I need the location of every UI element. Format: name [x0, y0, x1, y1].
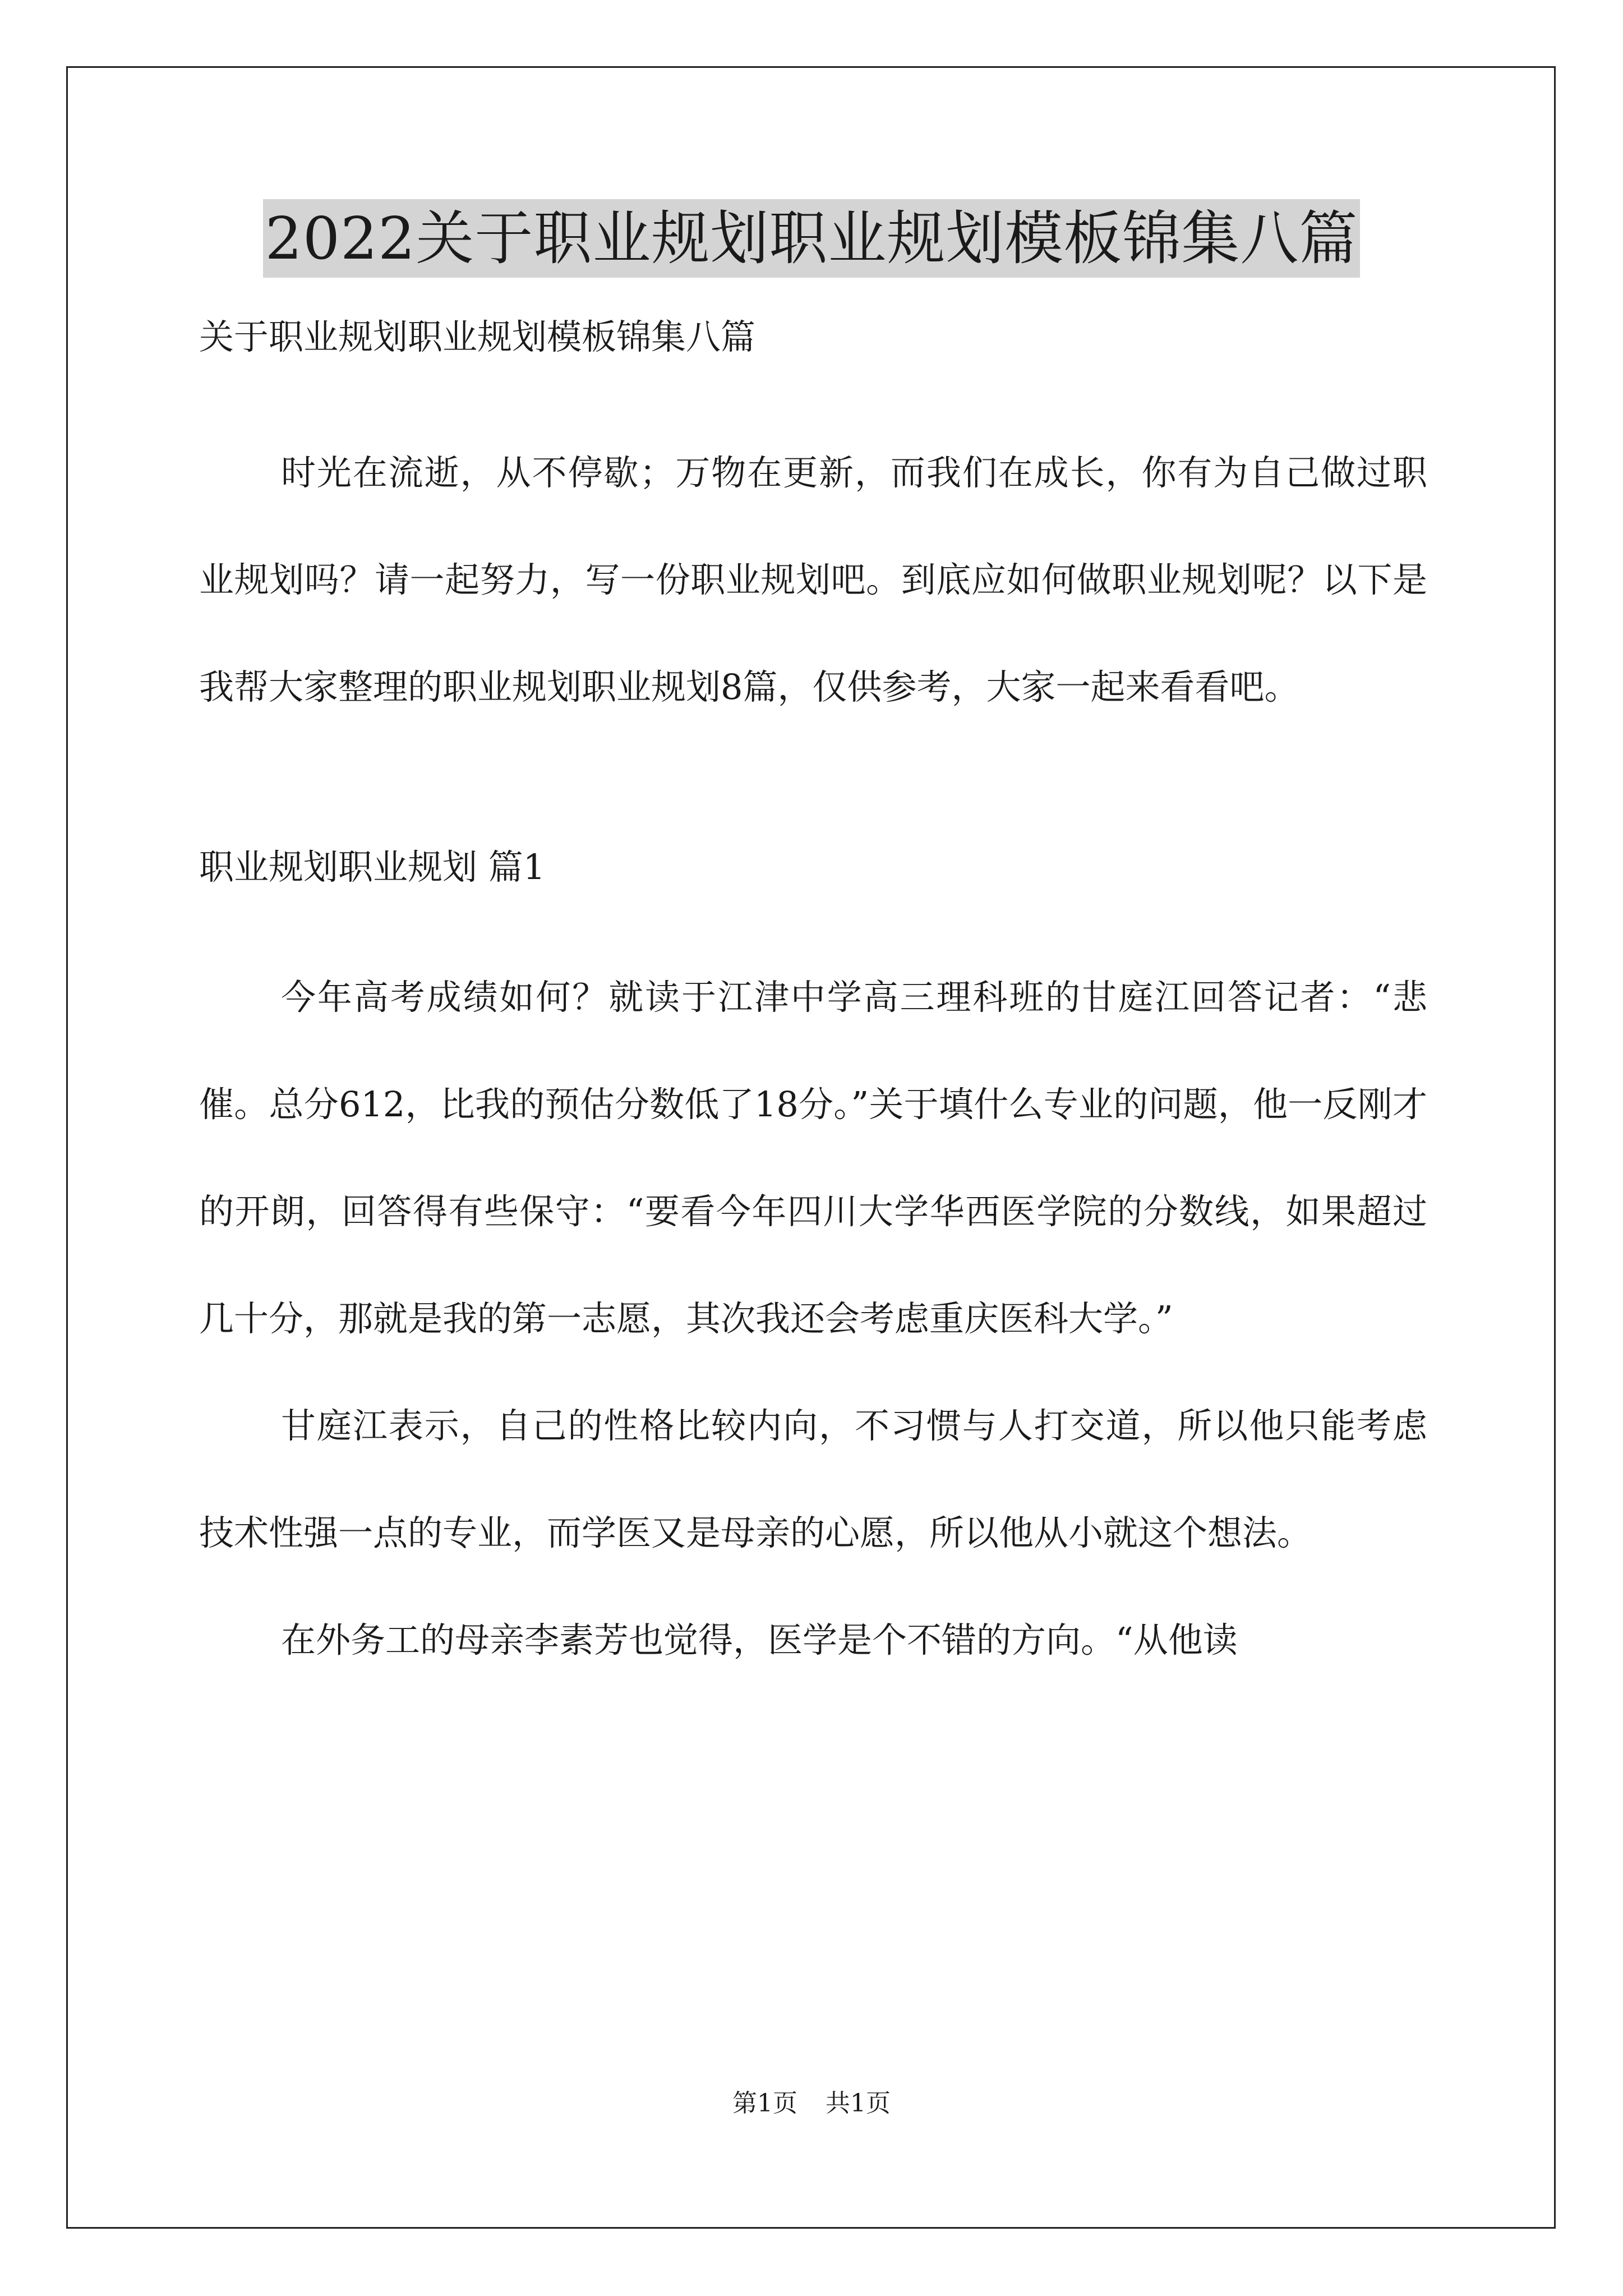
title-container: [0, 199, 1623, 278]
body-paragraph-2: 甘庭江表示，自己的性格比较内向，不习惯与人打交道，所以他只能考虑技术性强一点的专业，而学医又是母亲的心愿，所以他从小就这个想法。: [199, 1405, 1427, 1553]
page-number-total: 共1页: [826, 2089, 891, 2118]
document-title: 2022关于职业规划职业规划模板锦集八篇: [263, 199, 1361, 278]
page-number-current: 第1页: [732, 2089, 797, 2118]
document-body: [199, 311, 1427, 1694]
body-paragraph-3: 在外务工的母亲李素芳也觉得，医学是个不错的方向。“从他读: [281, 1619, 1238, 1660]
section-title: 职业规划职业规划 篇1: [199, 846, 546, 887]
document-subtitle: 关于职业规划职业规划模板锦集八篇: [199, 316, 756, 357]
intro-paragraph: 时光在流逝，从不停歇；万物在更新，而我们在成长，你有为自己做过职业规划吗？请一起努力，写一份职业规划吧。到底应如何做职业规划呢？以下是我帮大家整理的职业规划职业规划8篇，仅供参考，大家一起来看看吧。: [199, 452, 1427, 707]
page-footer: [0, 2087, 1623, 2120]
body-paragraph-1: 今年高考成绩如何？就读于江津中学高三理科班的甘庭江回答记者：“悲催。总分612，比我的预估分数低了18分。”关于填什么专业的问题，他一反刚才的开朗，回答得有些保守：“要看今年四川大学华西医学院的分数线，如果超过几十分，那就是我的第一志愿，其次我还会考虑重庆医科大学。”: [199, 977, 1427, 1339]
